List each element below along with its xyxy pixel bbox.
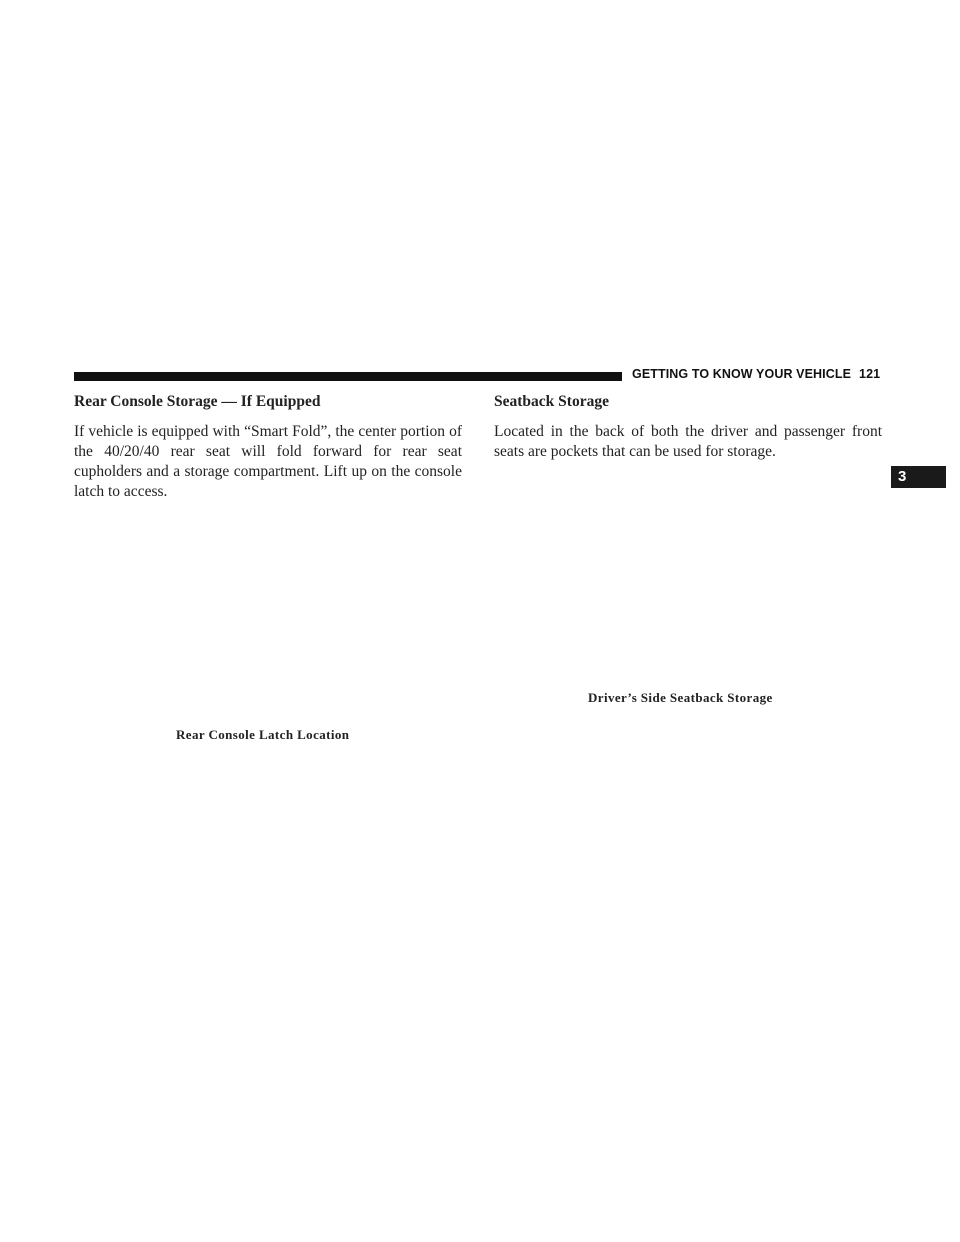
right-column bbox=[494, 392, 882, 462]
seatback-heading: Seatback Storage bbox=[494, 393, 609, 410]
rear-console-heading: Rear Console Storage — If Equipped bbox=[74, 393, 321, 410]
chapter-tab[interactable] bbox=[891, 466, 946, 488]
rear-console-caption: Rear Console Latch Location bbox=[176, 727, 350, 742]
header-rule bbox=[74, 372, 622, 381]
rear-console-figure bbox=[74, 500, 462, 720]
rear-console-body: If vehicle is equipped with “Smart Fold”, the center portion of the 40/20/40 rear seat will fold forward for rear seat cupholders and a storage compartment. Lift up on the console latch to access. bbox=[74, 423, 462, 500]
running-header bbox=[632, 367, 880, 381]
section-title: GETTING TO KNOW YOUR VEHICLE bbox=[632, 367, 852, 381]
seatback-figure bbox=[494, 470, 882, 682]
seatback-caption: Driver’s Side Seatback Storage bbox=[588, 690, 773, 705]
seatback-body: Located in the back of both the driver and passenger front seats are pockets that can be used for storage. bbox=[494, 423, 882, 460]
left-column bbox=[74, 392, 462, 502]
page-number: 121 bbox=[859, 367, 881, 381]
chapter-number: 3 bbox=[898, 468, 907, 485]
